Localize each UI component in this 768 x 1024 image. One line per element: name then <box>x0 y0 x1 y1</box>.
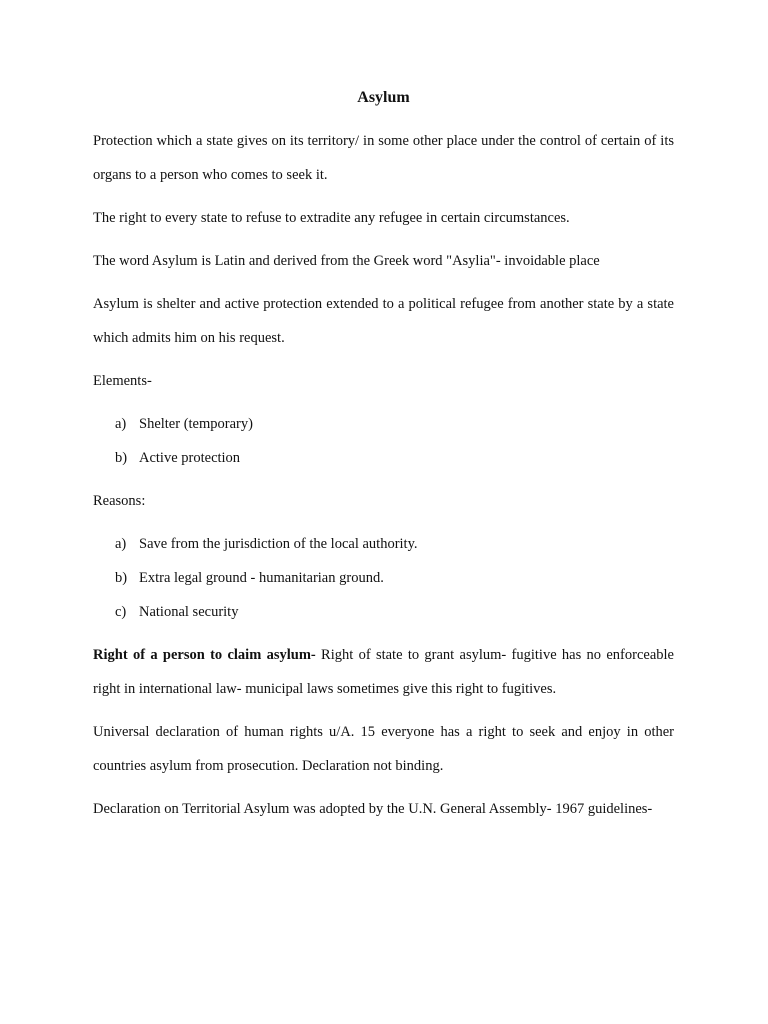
list-item <box>93 527 674 561</box>
document-title: Asylum <box>357 89 410 106</box>
paragraph-etymology: The word Asylum is Latin and derived from the Greek word "Asylia"- invoidable place <box>93 253 600 269</box>
list-item-text: Save from the jurisdiction of the local authority. <box>139 536 418 552</box>
list-marker: a) <box>115 536 127 552</box>
list-item-text: National security <box>139 604 239 620</box>
paragraph-right-to-claim <box>93 638 674 706</box>
paragraph-definition: Protection which a state gives on its territory/ in some other place under the control of certain of its organs to a person who comes to seek it. <box>93 133 674 183</box>
list-item-text: Extra legal ground - humanitarian ground. <box>139 570 384 586</box>
paragraph-right-to-refuse: The right to every state to refuse to extradite any refugee in certain circumstances. <box>93 210 570 226</box>
list-item <box>93 595 674 629</box>
right-to-claim-text: Right of state to grant asylum- fugitive has no enforceable right in international law- municipal laws sometimes give this right to fugitives. <box>93 647 674 697</box>
list-marker: a) <box>115 416 127 432</box>
list-item-text: Active protection <box>139 450 241 466</box>
list-item <box>93 561 674 595</box>
paragraph-declaration: Declaration on Territorial Asylum was adopted by the U.N. General Assembly- 1967 guidelines- <box>93 801 653 817</box>
reasons-heading: Reasons: <box>93 493 146 509</box>
list-item <box>93 407 674 441</box>
paragraph-shelter: Asylum is shelter and active protection extended to a political refugee from another state by a state which admits him on his request. <box>93 296 674 346</box>
elements-list <box>93 407 674 475</box>
right-to-claim-lead: Right of a person to claim asylum- <box>93 647 316 663</box>
list-item-text: Shelter (temporary) <box>139 416 253 432</box>
paragraph-udhr: Universal declaration of human rights u/A. 15 everyone has a right to seek and enjoy in other countries asylum from prosecution. Declaration not binding. <box>93 724 674 774</box>
list-marker: b) <box>115 450 128 466</box>
list-marker: c) <box>115 604 127 620</box>
elements-heading: Elements- <box>93 373 152 389</box>
list-item <box>93 441 674 475</box>
reasons-list <box>93 527 674 629</box>
list-marker: b) <box>115 570 128 586</box>
document-body <box>93 86 674 835</box>
